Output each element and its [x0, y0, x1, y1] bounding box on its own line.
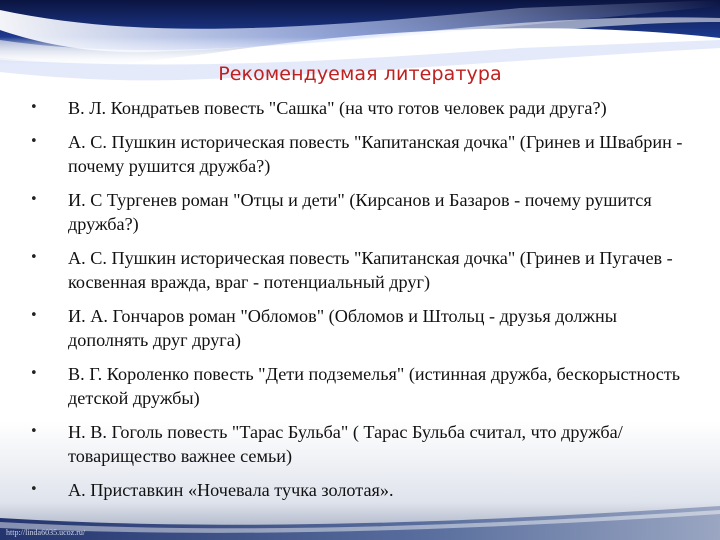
- list-item: [30, 362, 700, 410]
- list-item: [30, 188, 700, 236]
- list-item: [30, 246, 700, 294]
- bullet: •: [30, 482, 38, 497]
- bullet: •: [30, 424, 38, 439]
- bullet: •: [30, 192, 38, 207]
- list-item: [30, 96, 700, 120]
- list-item-text: Н. В. Гоголь повесть "Тарас Бульба" ( Тарас Бульба считал, что дружба/товарищество важнее семьи): [68, 422, 623, 466]
- bullet: •: [30, 250, 38, 265]
- list-item-text: И. С Тургенев роман "Отцы и дети" (Кирсанов и Базаров - почему рушится дружба?): [68, 190, 652, 234]
- list-item-text: И. А. Гончаров роман "Обломов" (Обломов и Штольц - друзья должны дополнять друг друга): [68, 306, 617, 350]
- bullet: •: [30, 100, 38, 115]
- bullet: •: [30, 308, 38, 323]
- literature-list: [30, 96, 700, 512]
- list-item-text: В. Г. Короленко повесть "Дети подземелья" (истинная дружба, бескорыстность детской дружбы): [68, 364, 681, 408]
- list-item-text: А. С. Пушкин историческая повесть "Капитанская дочка" (Гринев и Пугачев - косвенная вражда, враг - потенциальный друг): [68, 248, 673, 292]
- bullet: •: [30, 134, 38, 149]
- list-item: [30, 304, 700, 352]
- bullet: •: [30, 366, 38, 381]
- list-item: [30, 478, 700, 502]
- slide-title: Рекомендуемая литература: [218, 63, 502, 85]
- list-item: [30, 130, 700, 178]
- list-item-text: А. С. Пушкин историческая повесть "Капитанская дочка" (Гринев и Швабрин - почему рушится дружба?): [68, 132, 683, 176]
- list-item-text: А. Приставкин «Ночевала тучка золотая».: [68, 480, 394, 500]
- footer-decoration: [0, 500, 720, 540]
- list-item: [30, 420, 700, 468]
- list-item-text: В. Л. Кондратьев повесть "Сашка" (на что готов человек ради друга?): [68, 98, 607, 118]
- footer-url-link[interactable]: http://linda6035.ucoz.ru/: [6, 528, 86, 537]
